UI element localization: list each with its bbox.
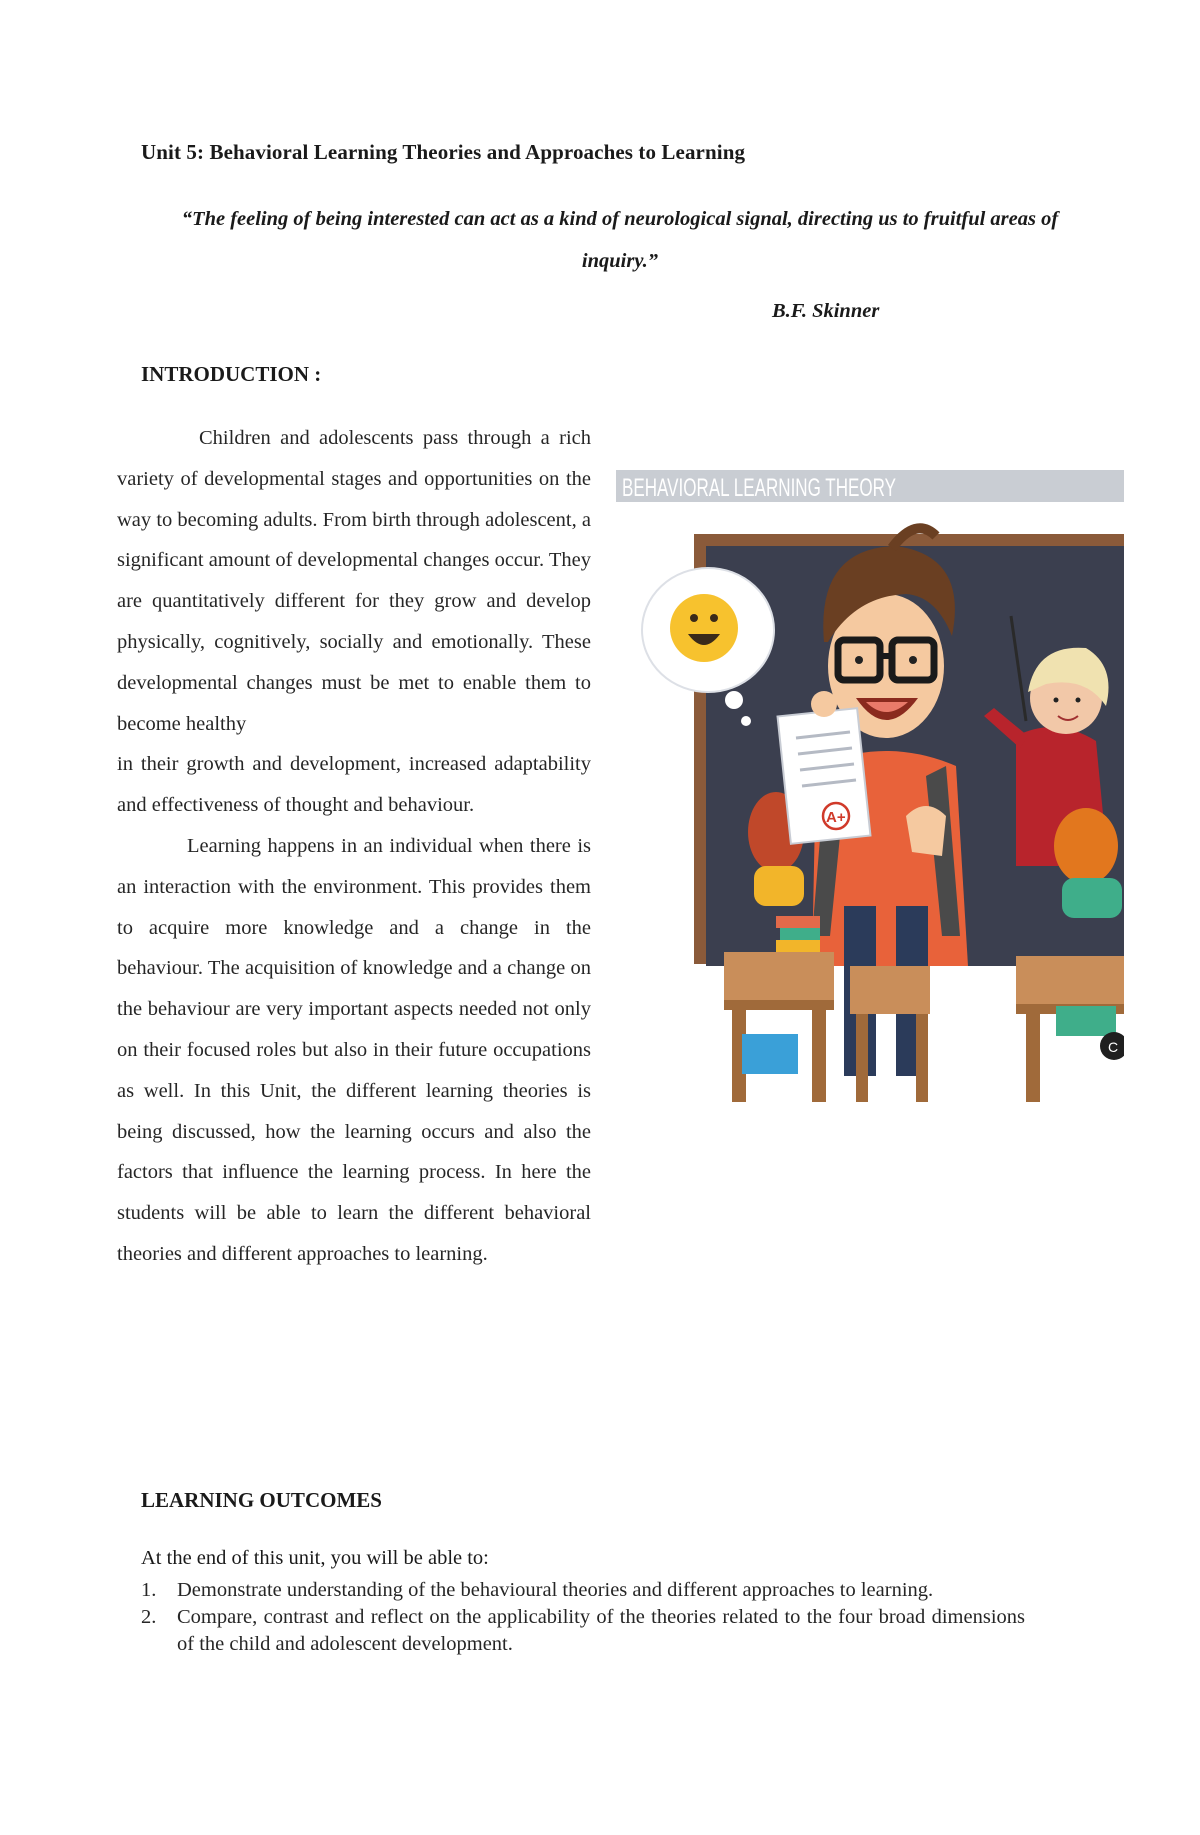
grade-mark: A+ [826,809,846,826]
learning-outcomes-intro: At the end of this unit, you will be able to: [141,1547,489,1569]
intro-paragraph-3: Learning happens in an individual when there is an interaction with the environment. This provides them to acquire more knowledge and a change in the behaviour. The acquisition of knowledge and a change on the behaviour are very important aspects needed not only on their focused roles but also in their future occupations as well. In this Unit, the different learning theories is being discussed, how the learning occurs and also the factors that influence the learning process. In here the students will be able to learn the different behavioral theories and different approaches to learning. [117,834,591,1265]
list-item-text: Demonstrate understanding of the behavioural theories and different approaches to learning. [177,1579,934,1601]
introduction-body [117,418,591,1275]
copyright-mark: C [1108,1039,1119,1055]
student-right [1054,808,1122,918]
list-item-number: 1. [141,1579,157,1601]
quote-text: “The feeling of being interested can act as a kind of neurological signal, directing us to fruitful areas of inquiry.” [181,208,1059,272]
intro-paragraph-2: in their growth and development, increased adaptability and effectiveness of thought and behaviour. [117,753,591,817]
list-item-number: 2. [141,1606,157,1628]
behavioral-learning-illustration [616,466,1124,1102]
quote-author: B.F. Skinner [772,300,880,322]
intro-paragraph-1: Children and adolescents pass through a rich variety of developmental stages and opportunities on the way to becoming adults. From birth through adolescent, a significant amount of developmental changes occur. They are quantitatively different for they grow and develop physically, cognitively, socially and emotionally. These developmental changes must be met to enable them to become healthy [117,427,591,735]
learning-outcomes-list [141,1577,1025,1658]
unit-heading: Unit 5: Behavioral Learning Theories and Approaches to Learning [141,140,746,164]
stacked-books [776,916,820,952]
list-item [141,1577,1025,1604]
list-item-text: Compare, contrast and reflect on the applicability of the theories related to the four broad dimensions of the child and adolescent development. [177,1606,1025,1655]
banner-title: BEHAVIORAL LEARNING THEORY [622,474,897,502]
learning-outcomes-title: LEARNING OUTCOMES [141,1488,382,1512]
list-item [141,1604,1025,1658]
introduction-title: INTRODUCTION : [141,362,322,386]
